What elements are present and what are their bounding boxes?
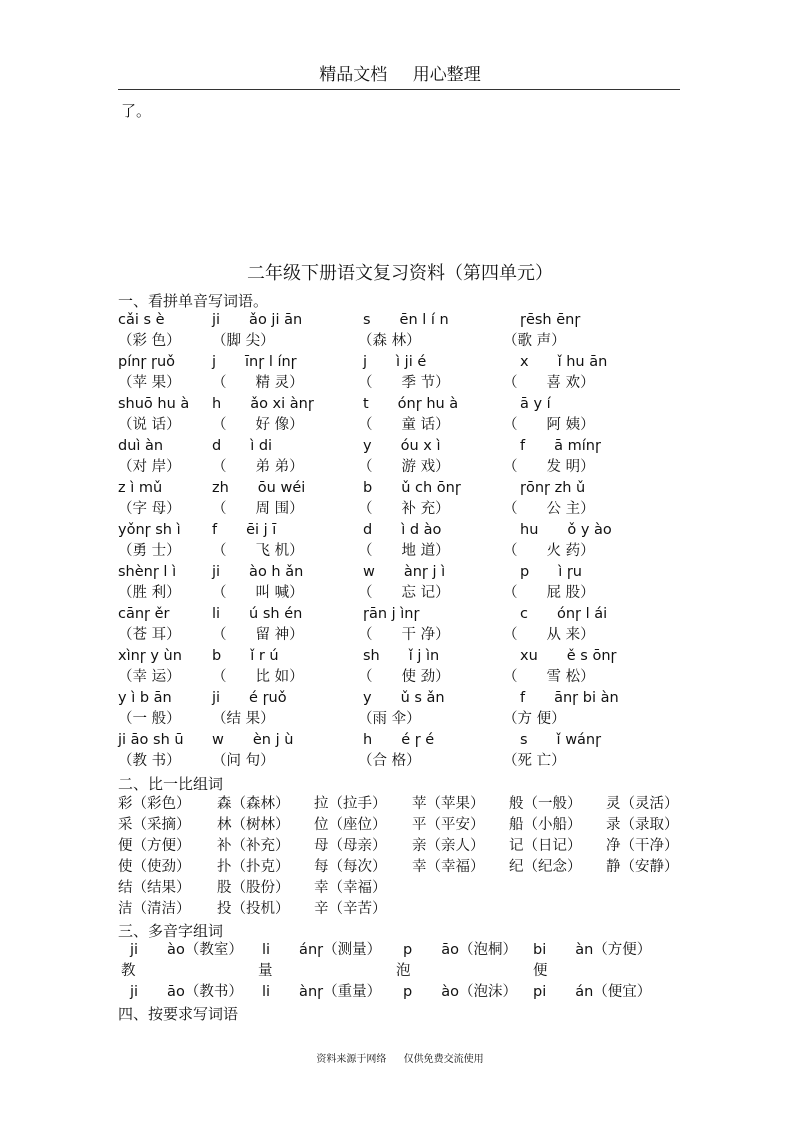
character-cell: （ 季 节） — [358, 375, 450, 391]
polyphone-reading: ji āo（教书） — [130, 984, 243, 1000]
character-cell: （森 林） — [358, 333, 421, 349]
pinyin-cell: w èn j ù — [212, 732, 294, 748]
word-pair-cell: 记（日记） — [509, 838, 582, 854]
character-cell: （ 叫 喊） — [212, 585, 304, 601]
pinyin-cell: x ǐ hu ān — [520, 354, 608, 370]
polyphone-reading: p āo（泡桐） — [403, 942, 517, 958]
pinyin-cell: xu ě s ōnɼ — [520, 648, 617, 664]
character-cell: （苍 耳） — [118, 627, 181, 643]
word-pair-cell: 股（股份） — [217, 880, 290, 896]
word-pair-cell: 船（小船） — [509, 817, 582, 833]
character-cell: （结 果） — [212, 711, 275, 727]
character-cell: （雨 伞） — [358, 711, 421, 727]
header-right: 用心整理 — [412, 65, 481, 85]
character-cell: （ 比 如） — [212, 669, 304, 685]
character-cell: （幸 运） — [118, 669, 181, 685]
pinyin-cell: yǒnɼ sh ì — [118, 522, 181, 538]
word-pair-cell: 录（录取） — [606, 817, 679, 833]
character-cell: （ 地 道） — [358, 543, 450, 559]
character-cell: （歌 声） — [503, 333, 566, 349]
character-cell: （ 火 药） — [503, 543, 595, 559]
pinyin-cell: z ì mǔ — [118, 480, 163, 496]
word-pair-cell: 母（母亲） — [314, 838, 387, 854]
pinyin-cell: shuō hu à — [118, 396, 190, 412]
word-pair-cell: 结（结果） — [118, 880, 191, 896]
word-pair-cell: 幸（幸福） — [412, 859, 485, 875]
character-cell: （说 话） — [118, 417, 181, 433]
pinyin-cell: y óu x ì — [363, 438, 441, 454]
pinyin-cell: duì àn — [118, 438, 164, 454]
word-pair-cell: 位（座位） — [314, 817, 387, 833]
character-cell: （ 弟 弟） — [212, 459, 304, 475]
character-cell: （ 公 主） — [503, 501, 595, 517]
word-pair-cell: 补（补充） — [217, 838, 290, 854]
character-cell: （死 亡） — [503, 753, 566, 769]
pinyin-cell: f ānɼ bi àn — [520, 690, 619, 706]
pinyin-cell: b ǔ ch ōnɼ — [363, 480, 461, 496]
character-cell: （ 周 围） — [212, 501, 304, 517]
polyphone-reading: li ánɼ（测量） — [262, 942, 382, 958]
polyphone-reading: pi án（便宜） — [533, 984, 652, 1000]
word-pair-cell: 森（森林） — [217, 796, 290, 812]
polyphone-char: 量 — [258, 963, 273, 979]
pinyin-cell: d ì di — [212, 438, 273, 454]
pinyin-cell: s ǐ wánɼ — [520, 732, 602, 748]
character-cell: （ 使 劲） — [358, 669, 450, 685]
pinyin-cell: y ǔ s ǎn — [363, 690, 445, 706]
pinyin-cell: zh ōu wéi — [212, 480, 306, 496]
word-pair-cell: 般（一般） — [509, 796, 582, 812]
character-cell: （ 屁 股） — [503, 585, 595, 601]
character-cell: （ 童 话） — [358, 417, 450, 433]
header-left: 精品文档 — [319, 65, 388, 85]
character-cell: （教 书） — [118, 753, 181, 769]
pinyin-cell: ji ào h ǎn — [212, 564, 304, 580]
footer-right: 仅供免费交流使用 — [403, 1054, 484, 1065]
polyphone-char: 便 — [533, 963, 548, 979]
section1-heading: 一、看拼单音写词语。 — [118, 292, 269, 310]
word-pair-cell: 净（干净） — [606, 838, 679, 854]
word-pair-cell: 拉（拉手） — [314, 796, 387, 812]
character-cell: （ 留 神） — [212, 627, 304, 643]
character-cell: （ 游 戏） — [358, 459, 450, 475]
page-title: 二年级下册语文复习资料（第四单元） — [247, 263, 553, 284]
polyphone-reading: ji ào（教室） — [130, 942, 243, 958]
pinyin-cell: c ónɼ l ái — [520, 606, 608, 622]
word-pair-cell: 亲（亲人） — [412, 838, 485, 854]
character-cell: （对 岸） — [118, 459, 181, 475]
character-cell: （ 飞 机） — [212, 543, 304, 559]
pinyin-cell: ɼēsh ēnɼ — [520, 312, 581, 328]
word-pair-cell: 每（每次） — [314, 859, 387, 875]
polyphone-reading: li ànɼ（重量） — [262, 984, 382, 1000]
pinyin-cell: h é ɼ é — [363, 732, 435, 748]
word-pair-cell: 使（使劲） — [118, 859, 191, 875]
pinyin-cell: cānɼ ěr — [118, 606, 170, 622]
character-cell: （胜 利） — [118, 585, 181, 601]
pinyin-cell: s ēn l í n — [363, 312, 449, 328]
character-cell: （ 好 像） — [212, 417, 304, 433]
character-cell: （一 般） — [118, 711, 181, 727]
character-cell: （勇 士） — [118, 543, 181, 559]
pinyin-cell: ji āo sh ū — [118, 732, 184, 748]
word-pair-cell: 采（采摘） — [118, 817, 191, 833]
pinyin-cell: f ā mínɼ — [520, 438, 601, 454]
word-pair-cell: 洁（清洁） — [118, 901, 191, 917]
pinyin-cell: ɼōnɼ zh ǔ — [520, 480, 586, 496]
pinyin-cell: ā y í — [520, 396, 551, 412]
pinyin-cell: ji ǎo ji ān — [212, 312, 303, 328]
pinyin-cell: xìnɼ y ùn — [118, 648, 182, 664]
pinyin-cell: sh ǐ j ìn — [363, 648, 440, 664]
character-cell: （脚 尖） — [212, 333, 275, 349]
pinyin-cell: cǎi s è — [118, 312, 165, 328]
pinyin-cell: h ǎo xi ànɼ — [212, 396, 314, 412]
character-cell: （ 精 灵） — [212, 375, 304, 391]
pinyin-cell: ɼān j ìnɼ — [363, 606, 420, 622]
pinyin-cell: p ì ɼu — [520, 564, 582, 580]
character-cell: （ 喜 欢） — [503, 375, 595, 391]
character-cell: （ 阿 姨） — [503, 417, 595, 433]
word-pair-cell: 便（方便） — [118, 838, 191, 854]
pinyin-cell: t ónɼ hu à — [363, 396, 459, 412]
character-cell: （彩 色） — [118, 333, 181, 349]
word-pair-cell: 投（投机） — [217, 901, 290, 917]
word-pair-cell: 纪（纪念） — [509, 859, 582, 875]
word-pair-cell: 幸（幸福） — [314, 880, 387, 896]
pinyin-cell: ji é ɼuǒ — [212, 690, 287, 706]
pinyin-cell: li ú sh én — [212, 606, 303, 622]
section2-heading: 二、比一比组词 — [118, 775, 224, 793]
polyphone-char: 泡 — [396, 963, 411, 979]
character-cell: （字 母） — [118, 501, 181, 517]
word-pair-cell: 灵（灵活） — [606, 796, 679, 812]
character-cell: （ 从 来） — [503, 627, 595, 643]
character-cell: （方 便） — [503, 711, 566, 727]
pinyin-cell: pínɼ ɼuǒ — [118, 354, 176, 370]
character-cell: （ 雪 松） — [503, 669, 595, 685]
continuation-text: 了。 — [121, 102, 152, 120]
page-footer — [0, 1050, 800, 1065]
word-pair-cell: 扑（扑克） — [217, 859, 290, 875]
footer-left: 资料来源于网络 — [316, 1054, 387, 1065]
polyphone-reading: p ào（泡沫） — [403, 984, 517, 1000]
pinyin-cell: y ì b ān — [118, 690, 172, 706]
pinyin-cell: hu ǒ y ào — [520, 522, 612, 538]
character-cell: （ 发 明） — [503, 459, 595, 475]
word-pair-cell: 彩（彩色） — [118, 796, 191, 812]
section3-heading: 三、多音字组词 — [118, 922, 224, 940]
word-pair-cell: 辛（辛苦） — [314, 901, 387, 917]
word-pair-cell: 林（树林） — [217, 817, 290, 833]
pinyin-cell: j īnɼ l ínɼ — [212, 354, 297, 370]
polyphone-char: 教 — [121, 963, 136, 979]
pinyin-cell: shènɼ l ì — [118, 564, 177, 580]
section4-heading: 四、按要求写词语 — [118, 1005, 239, 1023]
word-pair-cell: 平（平安） — [412, 817, 485, 833]
character-cell: （问 句） — [212, 753, 275, 769]
pinyin-cell: w ànɼ j ì — [363, 564, 446, 580]
character-cell: （合 格） — [358, 753, 421, 769]
word-pair-cell: 苹（苹果） — [412, 796, 485, 812]
polyphone-reading: bi àn（方便） — [533, 942, 652, 958]
pinyin-cell: f ēi j ī — [212, 522, 277, 538]
character-cell: （苹 果） — [118, 375, 181, 391]
header-rule — [118, 89, 680, 90]
pinyin-cell: b ǐ r ú — [212, 648, 279, 664]
word-pair-cell: 静（安静） — [606, 859, 679, 875]
page-header — [0, 60, 800, 85]
character-cell: （ 补 充） — [358, 501, 450, 517]
pinyin-cell: d ì d ào — [363, 522, 442, 538]
character-cell: （ 忘 记） — [358, 585, 450, 601]
pinyin-cell: j ì ji é — [363, 354, 427, 370]
character-cell: （ 干 净） — [358, 627, 450, 643]
